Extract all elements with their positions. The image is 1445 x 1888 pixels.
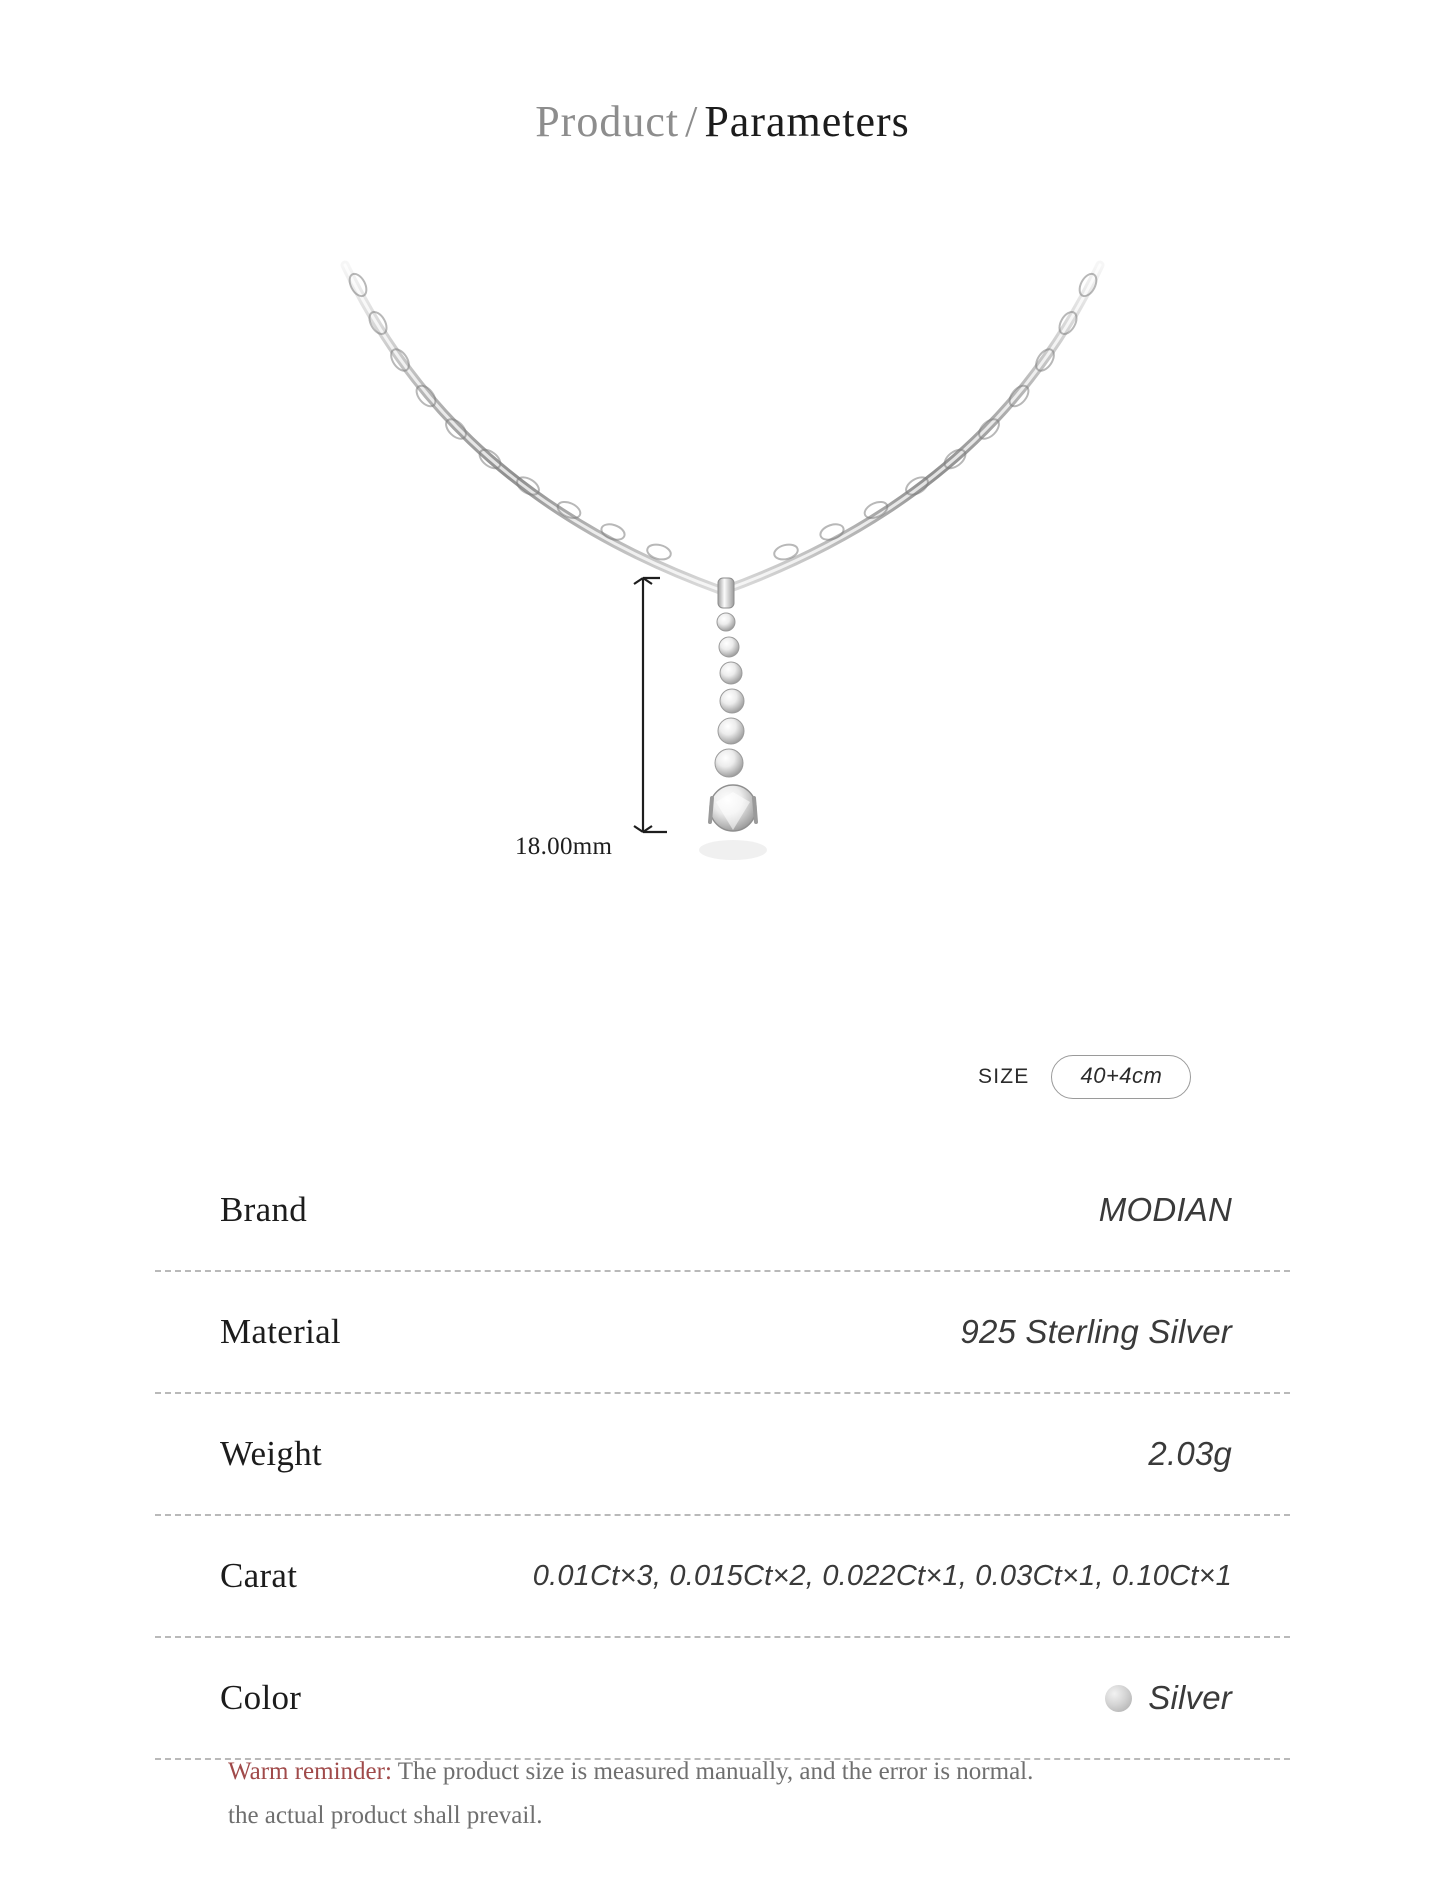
table-row	[155, 1638, 1290, 1758]
spec-key-color: Color	[220, 1678, 302, 1717]
necklace-illustration	[0, 210, 1445, 910]
spec-key-weight: Weight	[220, 1434, 323, 1473]
spec-value-brand: MODIAN	[1098, 1191, 1232, 1228]
dimension-label: 18.00mm	[515, 833, 613, 860]
warm-reminder-line1: The product size is measured manually, and the error is normal.	[391, 1758, 1034, 1785]
table-row	[155, 1150, 1290, 1270]
table-row	[155, 1394, 1290, 1514]
spec-table	[155, 1150, 1290, 1760]
spec-key-material: Material	[220, 1312, 341, 1351]
table-row	[155, 1516, 1290, 1636]
spec-key-brand: Brand	[220, 1190, 308, 1229]
size-value-pill[interactable]: 40+4cm	[1051, 1055, 1191, 1099]
warm-reminder-line2: the actual product shall prevail.	[228, 1801, 543, 1829]
size-label: SIZE	[978, 1065, 1030, 1088]
color-swatch-icon	[1105, 1685, 1132, 1712]
table-row	[155, 1272, 1290, 1392]
page-title-separator: /	[685, 97, 699, 146]
spec-value-material: 925 Sterling Silver	[960, 1313, 1232, 1350]
spec-value-carat: 0.01Ct×3, 0.015Ct×2, 0.022Ct×1, 0.03Ct×1, 0.10Ct×1	[532, 1559, 1232, 1592]
spec-value-weight: 2.03g	[1148, 1435, 1232, 1472]
spec-value-color-wrap	[1105, 1679, 1232, 1717]
spec-key-carat: Carat	[220, 1556, 298, 1595]
page-title	[0, 96, 1445, 147]
warm-reminder	[228, 1750, 1278, 1838]
warm-reminder-heading: Warm reminder:	[228, 1758, 392, 1785]
dimension-bracket	[634, 578, 667, 832]
product-image	[0, 210, 1445, 910]
pendant-stones	[710, 613, 756, 831]
page-title-part2: Parameters	[704, 97, 910, 146]
page-title-part1: Product	[535, 97, 680, 146]
size-row	[978, 1055, 1191, 1099]
spec-value-color: Silver	[1148, 1679, 1232, 1716]
